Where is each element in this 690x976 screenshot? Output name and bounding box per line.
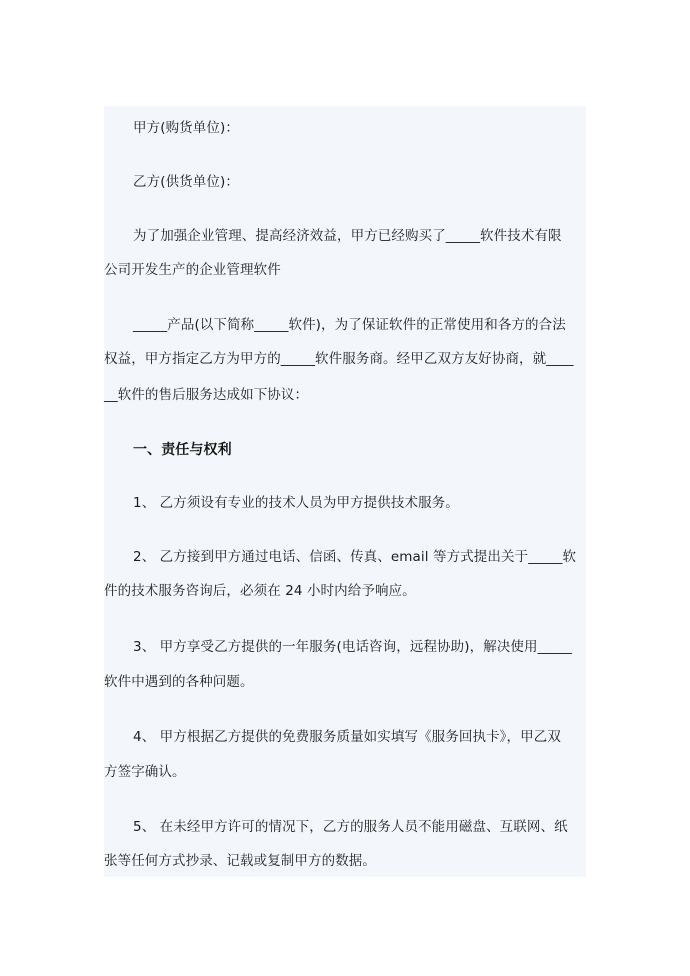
intro-line-2: 公司开发生产的企业管理软件 [104, 262, 281, 278]
clause-5-line-2: 张等任何方式抄录、记载或复制甲方的数据。 [104, 853, 376, 869]
intro-line-1: 为了加强企业管理、提高经济效益，甲方已经购买了_____软件技术有限 [133, 228, 562, 244]
clause-4-line-1: 4、 甲方根据乙方提供的免费服务质量如实填写《服务回执卡》，甲乙双 [133, 729, 561, 745]
clause-5-line-1: 5、 在未经甲方许可的情况下，乙方的服务人员不能用磁盘、互联网、纸 [133, 819, 568, 835]
product-line-3: __软件的售后服务达成如下协议： [104, 387, 309, 403]
party-b-label: 乙方(供货单位)： [133, 174, 239, 190]
party-a-label: 甲方(购货单位)： [133, 120, 239, 136]
document-page [104, 106, 586, 877]
clause-2-line-2: 件的技术服务咨询后，必须在 24 小时内给予响应。 [104, 583, 416, 599]
section-heading: 一、责任与权利 [133, 442, 232, 458]
clause-2-line-1: 2、 乙方接到甲方通过电话、信函、传真、email 等方式提出关于_____软 [133, 549, 577, 565]
clause-1-line-1: 1、 乙方须设有专业的技术人员为甲方提供技术服务。 [133, 495, 459, 511]
product-line-1: _____产品(以下简称_____软件)，为了保证软件的正常使用和各方的合法 [133, 317, 566, 333]
clause-3-line-2: 软件中遇到的各种问题。 [104, 674, 254, 690]
clause-3-line-1: 3、 甲方享受乙方提供的一年服务(电话咨询，远程协助)，解决使用_____ [133, 639, 572, 655]
clause-4-line-2: 方签字确认。 [104, 764, 186, 780]
product-line-2: 权益，甲方指定乙方为甲方的_____软件服务商。经甲乙双方友好协商，就____ [104, 351, 574, 367]
